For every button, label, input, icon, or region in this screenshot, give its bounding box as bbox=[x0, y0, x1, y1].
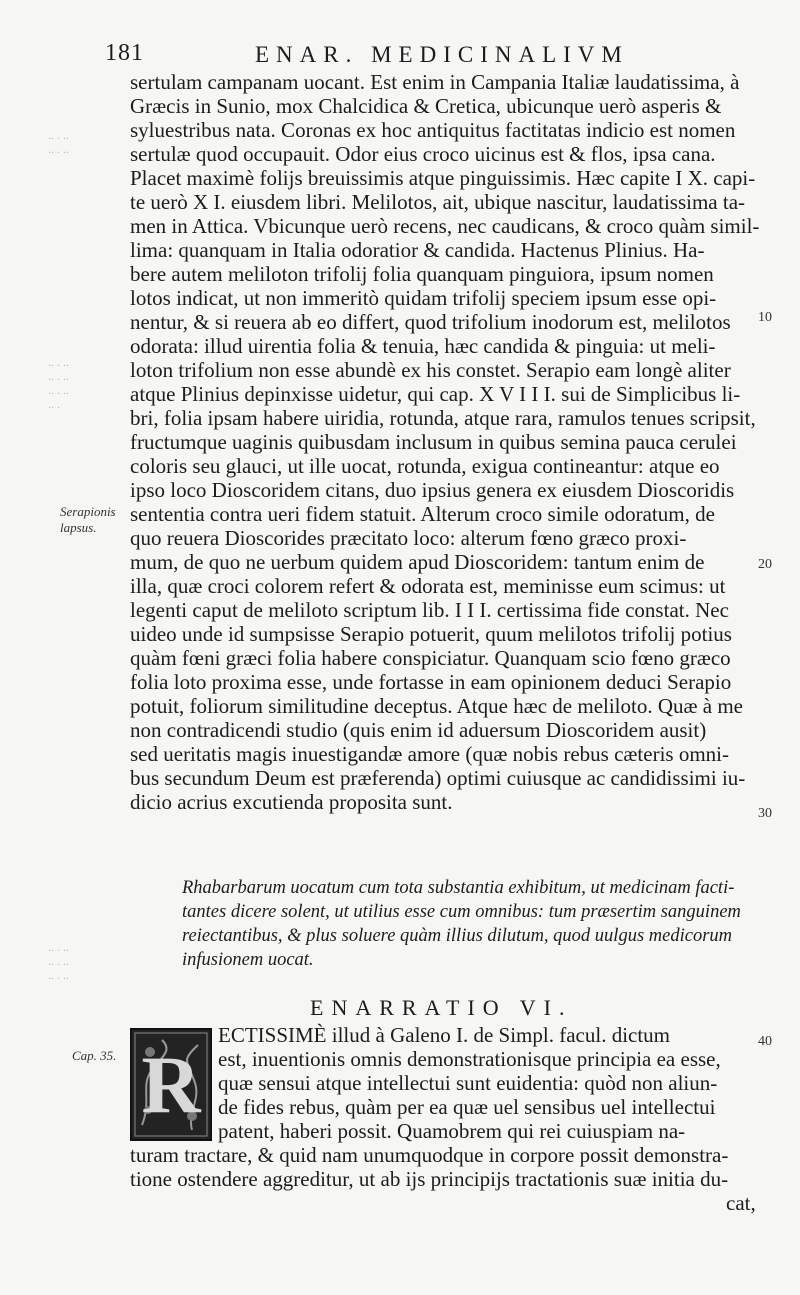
text-line: odorata: illud uirentia folia & tenuia, hæc candida & pinguia: ut meli- bbox=[130, 334, 716, 358]
text-line: uideo unde id sumpsisse Serapio potuerit, quum melilotos trifolij potius bbox=[130, 622, 732, 646]
text-line: bere autem meliloton trifolij folia quanquam pinguiora, ipsum nomen bbox=[130, 262, 714, 286]
bleed-through-note: .. . .. .. . .. .. . .. .. . bbox=[48, 355, 69, 411]
bleed-through-note: .. . .. .. . .. .. . .. bbox=[48, 940, 69, 982]
running-head: ENAR. MEDICINALIVM bbox=[255, 42, 629, 67]
text-line: fructumque uaginis quibusdam inclusum in quibus semina pauca cerulei bbox=[130, 430, 737, 454]
text-line: sed ueritatis magis inuestigandæ amore (quæ nobis rebus cæteris omni- bbox=[130, 742, 729, 766]
text-line: mum, de quo ne uerbum quidem apud Dioscoridem: tantum enim de bbox=[130, 550, 705, 574]
text-line: men in Attica. Vbicunque uerò recens, nec caudicans, & croco quàm simil- bbox=[130, 214, 760, 238]
text-line: syluestribus nata. Coronas ex hoc antiquitus factitatas indicio est nomen bbox=[130, 118, 736, 142]
text-line: ipso loco Dioscoridem citans, duo ipsius genera ex eiusdem Dioscoridis bbox=[130, 478, 735, 502]
line-number: 10 bbox=[758, 310, 772, 325]
summary-line: reiectantibus, & plus soluere quàm illius dilutum, quod uulgus medicorum bbox=[182, 926, 733, 946]
text-line: coloris seu glauci, ut ille uocat, rotunda, exigua contineantur: atque eo bbox=[130, 454, 720, 478]
text-line: sententia contra ueri fidem statuit. Alterum croco simile odoratum, de bbox=[130, 502, 715, 526]
text-line: te uerò X I. eiusdem libri. Melilotos, ait, ubique nascitur, laudatissima ta- bbox=[130, 190, 746, 214]
text-line: atque Plinius depinxisse uidetur, qui cap. X V I I I. sui de Simplicibus li- bbox=[130, 382, 741, 406]
text-line: bus secundum Deum est præferenda) optimi cuiusque ac candidissimi iu- bbox=[130, 766, 746, 790]
text-line: quàm fœni græci folia habere conspiciatur. Quanquam scio fœno græco bbox=[130, 646, 731, 670]
text-line: turam tractare, & quid nam unumquodque in corpore possit demonstra- bbox=[130, 1143, 729, 1167]
margin-note-line: lapsus. bbox=[60, 520, 97, 535]
text-line: dicio acrius excutienda proposita sunt. bbox=[130, 790, 453, 814]
text-line: folia loto proxima esse, unde fortasse in eam opinionem deduci Serapio bbox=[130, 670, 732, 694]
text-line: bri, folia ipsam habere uiridia, rotunda, atque rara, ramulos tenues scripsit, bbox=[130, 406, 756, 430]
drop-cap-initial bbox=[130, 1028, 212, 1141]
line-number: 30 bbox=[758, 806, 772, 821]
margin-note-line: Serapionis bbox=[60, 504, 116, 519]
text-line: sertulæ quod occupauit. Odor eius croco uicinus est & flos, ipsa cana. bbox=[130, 142, 716, 166]
text-line: Græcis in Sunio, mox Chalcidica & Cretica, ubicunque uerò asperis & bbox=[130, 94, 722, 118]
text-line: ECTISSIMÈ illud à Galeno I. de Simpl. facul. dictum bbox=[218, 1023, 671, 1047]
text-line: tione ostendere aggreditur, ut ab ijs principijs tractationis suæ initia du- bbox=[130, 1167, 729, 1191]
text-line: lotos indicat, ut non immeritò quidam trifolij speciem ipsum esse opi- bbox=[130, 286, 717, 310]
text-line: non contradicendi studio (quis enim id aduersum Dioscoridem ausit) bbox=[130, 718, 707, 742]
text-line: potuit, foliorum similitudine deceptus. Atque hæc de meliloto. Quæ à me bbox=[130, 694, 743, 718]
text-line: est, inuentionis omnis demonstrationisque principia ea esse, bbox=[218, 1047, 721, 1071]
margin-note-serapion bbox=[60, 504, 116, 536]
summary-line: Rhabarbarum uocatum cum tota substantia exhibitum, ut medicinam facti- bbox=[182, 878, 735, 898]
summary-line: infusionem uocat. bbox=[182, 950, 314, 970]
bleed-through-note: .. . .. .. . .. bbox=[48, 128, 69, 156]
text-line: de fides rebus, quàm per ea quæ uel sensibus uel intellectui bbox=[218, 1095, 716, 1119]
text-line: loton trifolium non esse abundè ex his constet. Serapio eam longè aliter bbox=[130, 358, 731, 382]
text-line: nentur, & si reuera ab eo differt, quod trifolium inodorum est, melilotos bbox=[130, 310, 731, 334]
catchword: cat, bbox=[726, 1191, 756, 1215]
text-line: legenti caput de meliloto scriptum lib. I I I. certissima fide constat. Nec bbox=[130, 598, 729, 622]
text-line: Placet maximè folijs breuissimis atque pinguissimis. Hæc capite I X. capi- bbox=[130, 166, 756, 190]
page-number: 181 bbox=[105, 40, 144, 66]
ornamental-initial-icon bbox=[132, 1030, 210, 1139]
section-heading: ENARRATIO VI. bbox=[310, 995, 573, 1020]
text-line: quo reuera Dioscorides præcitato loco: alterum fœno græco proxi- bbox=[130, 526, 687, 550]
text-line: lima: quanquam in Italia odoratior & candida. Hactenus Plinius. Ha- bbox=[130, 238, 705, 262]
text-line: illa, quæ croci colorem refert & odorata est, meminisse eum scimus: ut bbox=[130, 574, 726, 598]
text-line: sertulam campanam uocant. Est enim in Campania Italiæ laudatissima, à bbox=[130, 70, 740, 94]
margin-note-chapter: Cap. 35. bbox=[72, 1048, 117, 1063]
line-number: 40 bbox=[758, 1034, 772, 1049]
text-line: quæ sensui atque intellectui sunt euidentia: quòd non aliun- bbox=[218, 1071, 718, 1095]
summary-line: tantes dicere solent, ut utilius esse cum omnibus: tum præsertim sanguinem bbox=[182, 902, 741, 922]
line-number: 20 bbox=[758, 557, 772, 572]
text-line: patent, haberi possit. Quamobrem qui rei cuiuspiam na- bbox=[218, 1119, 686, 1143]
drop-cap-letter: R bbox=[141, 1039, 201, 1130]
